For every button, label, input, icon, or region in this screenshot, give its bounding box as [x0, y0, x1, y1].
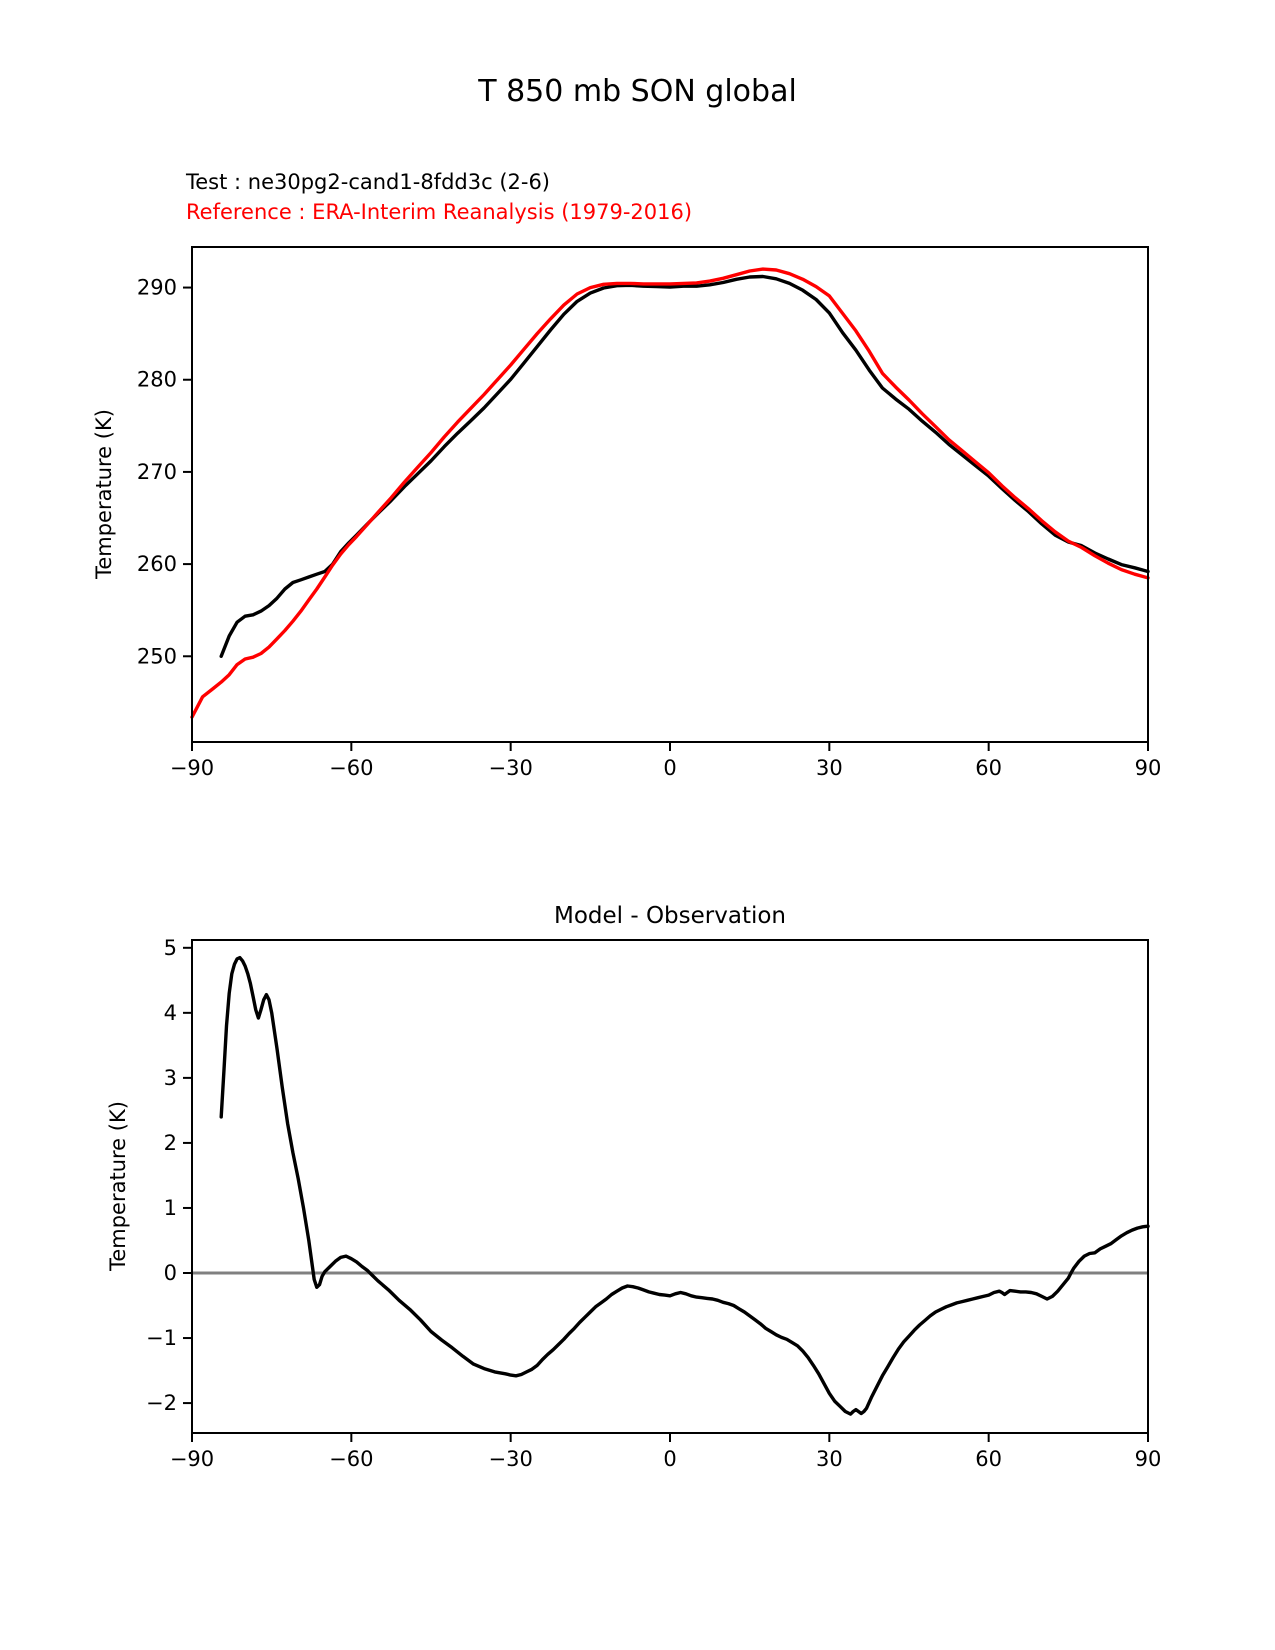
top-chart-y-tick-label: 250 [136, 644, 177, 669]
top-chart-x-tick-label: −30 [488, 756, 533, 780]
bottom-chart-x-tick-label: 60 [975, 1447, 1003, 1471]
top-chart-y-tick-label: 260 [136, 552, 177, 577]
top-chart-ylabel: Temperature (K) [92, 409, 116, 579]
bottom-chart-y-tick-label: −2 [146, 1391, 177, 1416]
bottom-chart-x-tick-label: 90 [1134, 1447, 1162, 1471]
bottom-chart-y-tick-label: 1 [163, 1195, 177, 1220]
bottom-chart-plot-border [192, 940, 1148, 1433]
bottom-chart-ylabel: Temperature (K) [106, 1101, 130, 1271]
top-chart-plot-border [192, 247, 1148, 742]
bottom-chart-y-tick-label: 5 [163, 935, 177, 960]
top-chart-series-0-line [221, 277, 1148, 657]
bottom-chart-y-tick-label: 0 [163, 1261, 177, 1286]
bottom-chart-y-tick-label: 4 [163, 1000, 177, 1025]
bottom-chart-series-0-line [221, 958, 1148, 1415]
top-chart-x-tick-label: −60 [329, 756, 374, 780]
bottom-chart-x-tick-label: 30 [815, 1447, 843, 1471]
top-chart-x-tick-label: 90 [1134, 756, 1162, 780]
legend-reference-label: Reference : ERA-Interim Reanalysis (1979-2016) [186, 200, 693, 224]
top-chart-y-tick-label: 280 [136, 367, 177, 392]
bottom-chart-y-tick-label: −1 [146, 1326, 177, 1351]
legend-test-label: Test : ne30pg2-cand1-8fdd3c (2-6) [186, 170, 551, 194]
figure-suptitle: T 850 mb SON global [478, 74, 797, 109]
bottom-chart-x-tick-label: −90 [169, 1447, 215, 1471]
top-chart-y-tick-label: 290 [136, 275, 177, 300]
bottom-chart-y-tick-label: 3 [163, 1065, 177, 1090]
top-chart-y-tick-label: 270 [136, 459, 177, 484]
bottom-chart-y-tick-label: 2 [163, 1130, 177, 1155]
bottom-chart-x-tick-label: −60 [329, 1447, 374, 1471]
top-chart-x-tick-label: 60 [975, 756, 1003, 780]
bottom-chart-x-tick-label: 0 [663, 1447, 677, 1471]
top-chart-x-tick-label: 30 [815, 756, 843, 780]
top-chart-x-tick-label: 0 [663, 756, 677, 780]
bottom-chart-x-tick-label: −30 [488, 1447, 533, 1471]
bottom-chart-title: Model - Observation [553, 903, 787, 929]
top-chart-x-tick-label: −90 [169, 756, 215, 780]
